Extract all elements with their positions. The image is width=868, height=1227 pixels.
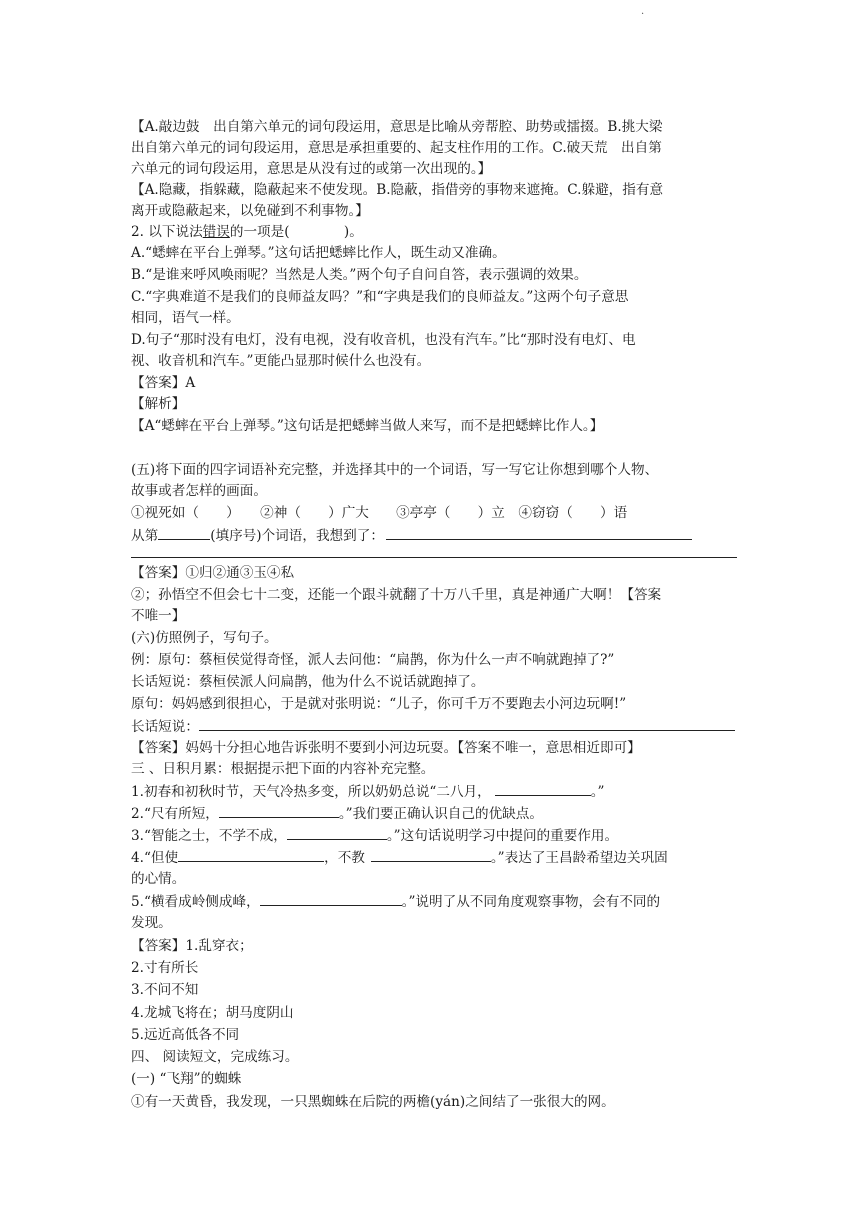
answer-blank[interactable] — [178, 848, 324, 862]
option-b: B.“是谁来呼风唤雨呢？当然是人类。”两个句子自问自答，表示强调的效果。 — [131, 267, 588, 283]
original-sentence: 原句：妈妈感到很担心，于是就对张明说：“儿子，你可千万不要跑去小河边玩啊!” — [131, 696, 627, 712]
section-5-heading: (五)将下面的四字词语补充完整，并选择其中的一个词语，写一写它让你想到哪个人物、 — [131, 462, 659, 478]
question-2 — [131, 223, 363, 241]
fill-line — [131, 526, 692, 545]
answer-text: 【答案】妈妈十分担心地告诉张明不要到小河边玩耍。【答案不唯一，意思相近即可】 — [131, 740, 641, 756]
word-blanks: ①视死如（ ） ②神（ ）广大 ③亭亭（ ）立 ④窃窃（ ）语 — [131, 505, 628, 521]
section-3-heading: 三 、日积月累：根据提示把下面的内容补充完整。 — [131, 761, 435, 777]
answer-text: 【答案】①归②通③玉④私 — [131, 565, 295, 581]
page-marker: . — [641, 6, 645, 17]
fill-text: 。” — [590, 784, 605, 800]
option-a: A.“蟋蟀在平台上弹琴。”这句话把蟋蟀比作人，既生动又准确。 — [131, 245, 506, 261]
fill-text: 4.“但使 — [131, 850, 179, 866]
fill-item-1 — [131, 782, 605, 801]
answer-blank[interactable] — [219, 804, 339, 818]
answer-blank[interactable] — [260, 892, 402, 906]
fill-text: 3.“智能之士，不学不成， — [131, 828, 287, 844]
rewrite-label: 长话短说： — [131, 719, 199, 735]
answer-blank[interactable] — [495, 782, 591, 796]
question-text: 的一项是( )。 — [229, 224, 363, 240]
emphasis-text: 错误 — [202, 224, 230, 240]
answer-text: ②；孙悟空不但会七十二变，还能一个跟斗就翻了十万八千里，真是神通广大啊！【答案 — [131, 587, 662, 603]
fill-text: 。”这句话说明学习中提问的重要作用。 — [386, 828, 619, 844]
analysis-text: 【A“蟋蟀在平台上弹琴。”这句话是把蟋蟀当做人来写，而不是把蟋蟀比作人。】 — [131, 418, 604, 434]
answer-text: 3.不问不知 — [131, 982, 199, 998]
fill-text: ，不教 — [324, 850, 365, 866]
fill-text: 2.“尺有所短， — [131, 806, 219, 822]
fill-item-2 — [131, 804, 543, 823]
answer-label: 【答案】A — [131, 375, 196, 391]
fill-text: 1.初春和初秋时节，天气冷热多变，所以奶奶总说“二八月， — [131, 784, 491, 800]
option-c: C.“字典难道不是我们的良师益友吗？”和“字典是我们的良师益友。”这两个句子意思 — [131, 289, 629, 305]
text-line: 故事或者怎样的画面。 — [131, 483, 267, 499]
fill-text: 。”表达了王昌龄希望边关巩固 — [490, 850, 668, 866]
option-d-cont: 视、收音机和汽车。”更能凸显那时候什么也没有。 — [131, 353, 431, 369]
text-line: 出自第六单元的词句段运用，意思是承担重要的、起支柱作用的工作。C.破天荒 出自第 — [131, 140, 662, 156]
answer-blank[interactable] — [386, 526, 692, 540]
fill-text: (填序号)个词语，我想到了： — [210, 528, 384, 544]
answer-text: 不唯一】 — [131, 608, 186, 624]
answer-blank[interactable] — [199, 717, 735, 731]
section-4-heading: 四、 阅读短文，完成练习。 — [131, 1049, 299, 1065]
answer-text: 【答案】1.乱穿衣； — [131, 938, 253, 954]
text-line: 的心情。 — [131, 871, 186, 887]
text-line: 发现。 — [131, 915, 172, 931]
passage-title: (一) “飞翔”的蜘蛛 — [131, 1071, 242, 1087]
fill-text: 。”说明了从不同角度观察事物，会有不同的 — [401, 894, 661, 910]
text-line: 离开或隐蔽起来，以免碰到不利事物。】 — [131, 203, 369, 219]
rewrite-line — [131, 717, 735, 736]
answer-blank[interactable] — [158, 526, 210, 540]
fill-item-4 — [131, 848, 668, 867]
option-c-cont: 相同，语气一样。 — [131, 310, 240, 326]
example-line: 例：原句：蔡桓侯觉得奇怪，派人去问他：“扁鹊，你为什么一声不响就跑掉了?” — [131, 652, 615, 668]
answer-blank[interactable] — [287, 826, 387, 840]
question-text: 2. 以下说法 — [131, 224, 203, 240]
answer-text: 5.远近高低各不同 — [131, 1027, 240, 1043]
fill-item-5 — [131, 892, 660, 911]
fill-item-3 — [131, 826, 618, 845]
text-line: 【A.敲边鼓 出自第六单元的词句段运用，意思是比喻从旁帮腔、助势或擂掇。B.挑大梁 — [131, 119, 663, 135]
fill-text: 从第 — [131, 528, 159, 544]
answer-text: 2.寸有所长 — [131, 960, 199, 976]
text-line: 【A.隐藏，指躲藏，隐蔽起来不使发现。B.隐蔽，指借旁的事物来遮掩。C.躲避，指有意 — [131, 182, 664, 198]
analysis-label: 【解析】 — [131, 396, 186, 412]
passage-text: ①有一天黄昏，我发现，一只黑蜘蛛在后院的两檐(yán)之间结了一张很大的网。 — [131, 1094, 615, 1110]
fill-text: 5.“横看成岭侧成峰， — [131, 894, 260, 910]
answer-blank[interactable] — [371, 848, 491, 862]
fill-text: 。”我们要正确认识自己的优缺点。 — [338, 806, 543, 822]
option-d: D.句子“那时没有电灯，没有电视，没有收音机，也没有汽车。”比“那时没有电灯、电 — [131, 332, 636, 348]
answer-text: 4.龙城飞将在；胡马度阴山 — [131, 1005, 294, 1021]
text-line: 六单元的词句段运用，意思是从没有过的或第一次出现的。】 — [131, 161, 492, 177]
section-6-heading: (六)仿照例子，写句子。 — [131, 630, 278, 646]
example-line: 长话短说：蔡桓侯派人问扁鹊，他为什么不说话就跑掉了。 — [131, 674, 485, 690]
answer-line — [131, 557, 737, 558]
